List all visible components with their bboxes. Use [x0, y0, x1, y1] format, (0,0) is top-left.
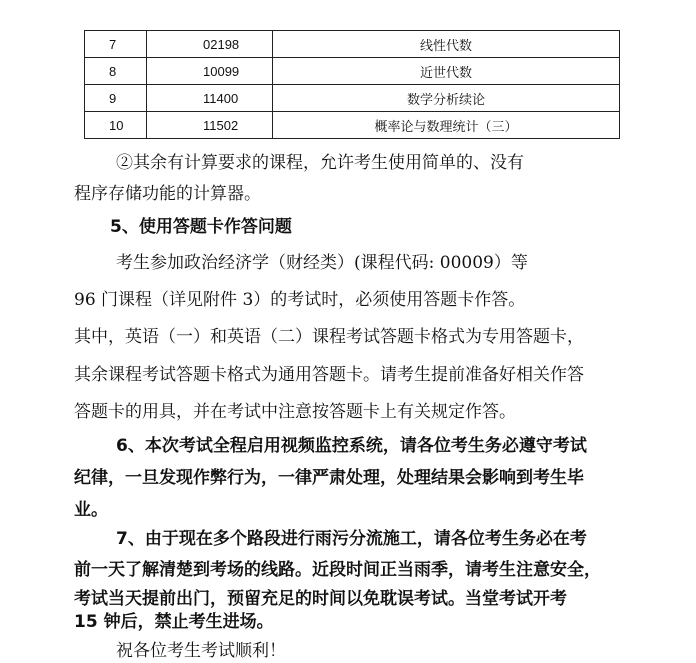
- answer-card-line-2: 96 门课程（详见附件 3）的考试时，必须使用答题卡作答。: [74, 290, 526, 310]
- course-table: [84, 30, 620, 139]
- course-number: 10: [85, 112, 147, 139]
- course-code: 11400: [147, 85, 273, 112]
- course-code: 11502: [147, 112, 273, 139]
- table-row: [85, 31, 620, 58]
- table-row: [85, 58, 620, 85]
- calculator-note-line-1: ②其余有计算要求的课程，允许考生使用简单的、没有: [116, 153, 524, 173]
- traffic-notice-line-1: 7、由于现在多个路段进行雨污分流施工，请各位考生务必在考: [116, 529, 587, 549]
- answer-card-line-1: 考生参加政治经济学（财经类）(课程代码: 00009）等: [116, 253, 528, 273]
- course-code: 02198: [147, 31, 273, 58]
- answer-card-line-3: 其中，英语（一）和英语（二）课程考试答题卡格式为专用答题卡，: [74, 327, 584, 347]
- traffic-notice-line-2: 前一天了解清楚到考场的线路。近段时间正当雨季，请考生注意安全，: [74, 560, 601, 580]
- closing-wish: 祝各位考生考试顺利！: [116, 641, 286, 661]
- course-number: 9: [85, 85, 147, 112]
- calculator-note-line-2: 程序存储功能的计算器。: [74, 184, 261, 204]
- course-name: 线性代数: [273, 31, 620, 58]
- answer-card-line-5: 答题卡的用具，并在考试中注意按答题卡上有关规定作答。: [74, 402, 516, 422]
- table-row: [85, 112, 620, 139]
- course-number: 8: [85, 58, 147, 85]
- table-row: [85, 85, 620, 112]
- monitoring-line-3: 业。: [74, 500, 108, 520]
- course-code: 10099: [147, 58, 273, 85]
- section-5-heading: 5、使用答题卡作答问题: [110, 217, 292, 237]
- course-name: 概率论与数理统计（三）: [273, 112, 620, 139]
- traffic-notice-line-4: 15 钟后，禁止考生进场。: [74, 612, 274, 632]
- traffic-notice-line-3: 考试当天提前出门，预留充足的时间以免耽误考试。当堂考试开考: [74, 589, 567, 609]
- course-name: 近世代数: [273, 58, 620, 85]
- monitoring-line-1: 6、本次考试全程启用视频监控系统，请各位考生务必遵守考试: [116, 436, 587, 456]
- course-number: 7: [85, 31, 147, 58]
- answer-card-line-4: 其余课程考试答题卡格式为通用答题卡。请考生提前准备好相关作答: [74, 365, 584, 385]
- course-name: 数学分析续论: [273, 85, 620, 112]
- monitoring-line-2: 纪律，一旦发现作弊行为，一律严肃处理，处理结果会影响到考生毕: [74, 468, 584, 488]
